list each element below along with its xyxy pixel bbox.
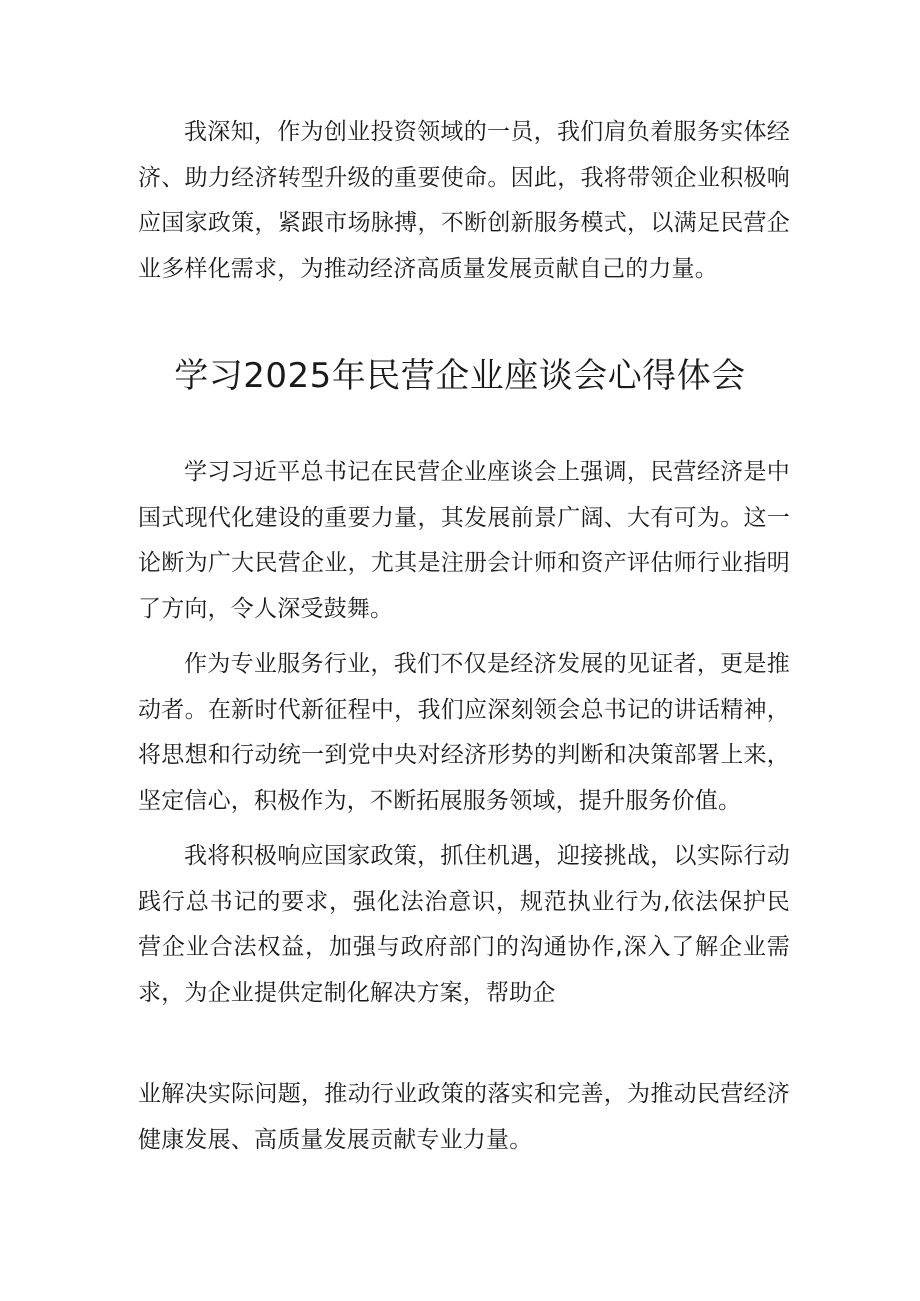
body-paragraph-1: 学习习近平总书记在民营企业座谈会上强调，民营经济是中国式现代化建设的重要力量，其发展前景广阔、大有可为。这一论断为广大民营企业，尤其是注册会计师和资产评估师行业指明了方向，令人深受鼓舞。 xyxy=(138,459,790,622)
document-title: 学习2025年民营企业座谈会心得体会 xyxy=(174,356,746,396)
intro-paragraph: 我深知，作为创业投资领域的一员，我们肩负着服务实体经济、助力经济转型升级的重要使命。因此，我将带领企业积极响应国家政策，紧跟市场脉搏，不断创新服务模式，以满足民营企业多样化需求，为推动经济高质量发展贡献自己的力量。 xyxy=(138,119,790,282)
continued-paragraph: 业解决实际问题，推动行业政策的落实和完善，为推动民营经济健康发展、高质量发展贡献专业力量。 xyxy=(138,1081,790,1153)
body-paragraph-2: 作为专业服务行业，我们不仅是经济发展的见证者，更是推动者。在新时代新征程中，我们应深刻领会总书记的讲话精神，将思想和行动统一到党中央对经济形势的判断和决策部署上来，坚定信心，积极作为，不断拓展服务领域，提升服务价值。 xyxy=(138,651,790,814)
body-paragraph-3: 我将积极响应国家政策，抓住机遇，迎接挑战，以实际行动践行总书记的要求，强化法治意识，规范执业行为,依法保护民营企业合法权益，加强与政府部门的沟通协作,深入了解企业需求，为企业提供定制化解决方案，帮助企 xyxy=(138,843,790,1006)
